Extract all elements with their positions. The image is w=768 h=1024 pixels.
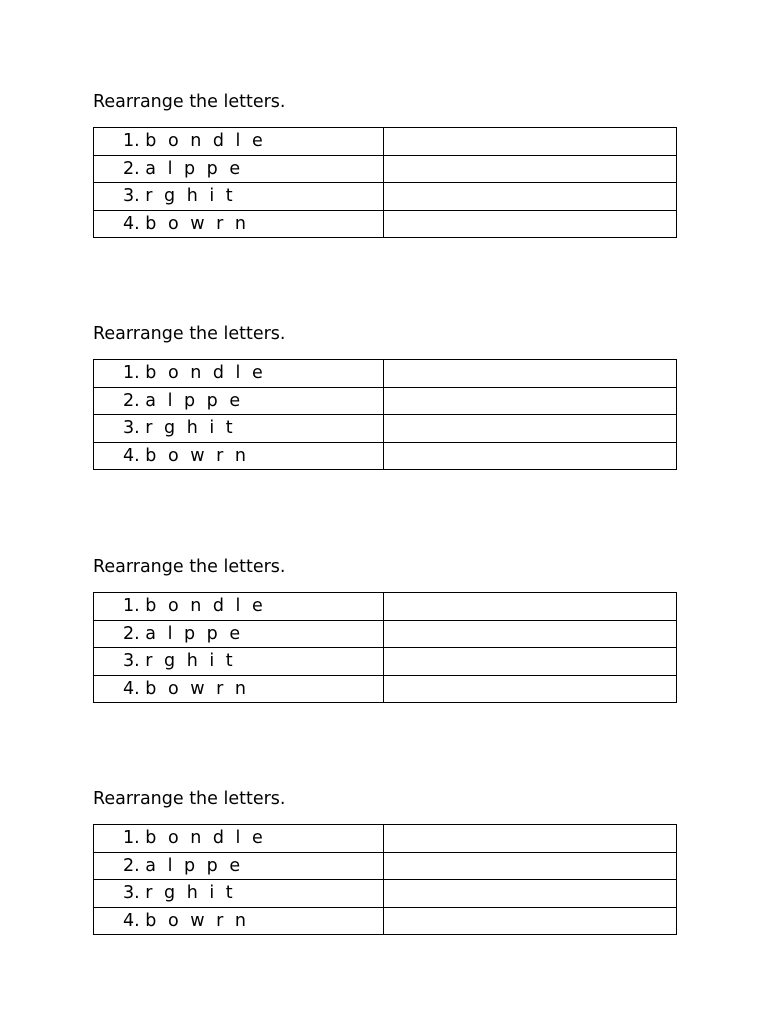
- scrambled-word-cell: [94, 155, 384, 183]
- table-row: [94, 155, 677, 183]
- scrambled-word-cell: [94, 907, 384, 935]
- scrambled-letters: b o w r n: [145, 213, 249, 234]
- scrambled-letters: b o n d l e: [145, 828, 266, 849]
- item-number: 1.: [123, 828, 140, 849]
- scrambled-letters: a l p p e: [145, 158, 244, 179]
- answer-cell[interactable]: [384, 852, 677, 880]
- item-number: 1.: [123, 131, 140, 152]
- scrambled-letters: r g h i t: [145, 418, 236, 439]
- answer-cell[interactable]: [384, 825, 677, 853]
- scrambled-word-cell: [94, 360, 384, 388]
- answer-cell[interactable]: [384, 387, 677, 415]
- table-row: [94, 648, 677, 676]
- table-row: [94, 442, 677, 470]
- table-row: [94, 183, 677, 211]
- scrambled-word-cell: [94, 880, 384, 908]
- instruction-text: Rearrange the letters.: [93, 557, 286, 577]
- table-row: [94, 907, 677, 935]
- scrambled-word-cell: [94, 593, 384, 621]
- item-number: 4.: [123, 445, 140, 466]
- item-number: 1.: [123, 363, 140, 384]
- scrambled-word-cell: [94, 415, 384, 443]
- scrambled-letters: r g h i t: [145, 883, 236, 904]
- table-row: [94, 620, 677, 648]
- answer-cell[interactable]: [384, 442, 677, 470]
- scrambled-letters: a l p p e: [145, 855, 244, 876]
- scrambled-word-cell: [94, 183, 384, 211]
- item-number: 3.: [123, 418, 140, 439]
- item-number: 2.: [123, 158, 140, 179]
- rearrange-table: [93, 359, 677, 470]
- answer-cell[interactable]: [384, 415, 677, 443]
- answer-cell[interactable]: [384, 907, 677, 935]
- instruction-text: Rearrange the letters.: [93, 324, 286, 344]
- answer-cell[interactable]: [384, 648, 677, 676]
- scrambled-word-cell: [94, 675, 384, 703]
- scrambled-letters: b o n d l e: [145, 363, 266, 384]
- answer-cell[interactable]: [384, 880, 677, 908]
- table-row: [94, 825, 677, 853]
- table-row: [94, 880, 677, 908]
- rearrange-table: [93, 592, 677, 703]
- item-number: 4.: [123, 910, 140, 931]
- item-number: 2.: [123, 855, 140, 876]
- answer-cell[interactable]: [384, 360, 677, 388]
- scrambled-letters: a l p p e: [145, 623, 244, 644]
- table-row: [94, 415, 677, 443]
- item-number: 3.: [123, 186, 140, 207]
- scrambled-letters: b o w r n: [145, 910, 249, 931]
- table-row: [94, 210, 677, 238]
- scrambled-word-cell: [94, 620, 384, 648]
- instruction-text: Rearrange the letters.: [93, 92, 286, 112]
- scrambled-letters: b o w r n: [145, 678, 249, 699]
- scrambled-word-cell: [94, 128, 384, 156]
- item-number: 3.: [123, 651, 140, 672]
- table-row: [94, 852, 677, 880]
- scrambled-letters: a l p p e: [145, 390, 244, 411]
- table-row: [94, 128, 677, 156]
- scrambled-letters: r g h i t: [145, 186, 236, 207]
- scrambled-word-cell: [94, 825, 384, 853]
- item-number: 4.: [123, 213, 140, 234]
- item-number: 4.: [123, 678, 140, 699]
- scrambled-letters: b o n d l e: [145, 131, 266, 152]
- table-row: [94, 387, 677, 415]
- answer-cell[interactable]: [384, 183, 677, 211]
- scrambled-letters: b o n d l e: [145, 596, 266, 617]
- item-number: 2.: [123, 623, 140, 644]
- answer-cell[interactable]: [384, 593, 677, 621]
- scrambled-word-cell: [94, 387, 384, 415]
- item-number: 1.: [123, 596, 140, 617]
- answer-cell[interactable]: [384, 155, 677, 183]
- table-row: [94, 360, 677, 388]
- rearrange-table: [93, 824, 677, 935]
- instruction-text: Rearrange the letters.: [93, 789, 286, 809]
- item-number: 3.: [123, 883, 140, 904]
- scrambled-word-cell: [94, 210, 384, 238]
- answer-cell[interactable]: [384, 620, 677, 648]
- answer-cell[interactable]: [384, 675, 677, 703]
- table-row: [94, 593, 677, 621]
- rearrange-table: [93, 127, 677, 238]
- table-row: [94, 675, 677, 703]
- scrambled-letters: b o w r n: [145, 445, 249, 466]
- scrambled-word-cell: [94, 648, 384, 676]
- answer-cell[interactable]: [384, 128, 677, 156]
- scrambled-word-cell: [94, 442, 384, 470]
- scrambled-word-cell: [94, 852, 384, 880]
- scrambled-letters: r g h i t: [145, 651, 236, 672]
- answer-cell[interactable]: [384, 210, 677, 238]
- item-number: 2.: [123, 390, 140, 411]
